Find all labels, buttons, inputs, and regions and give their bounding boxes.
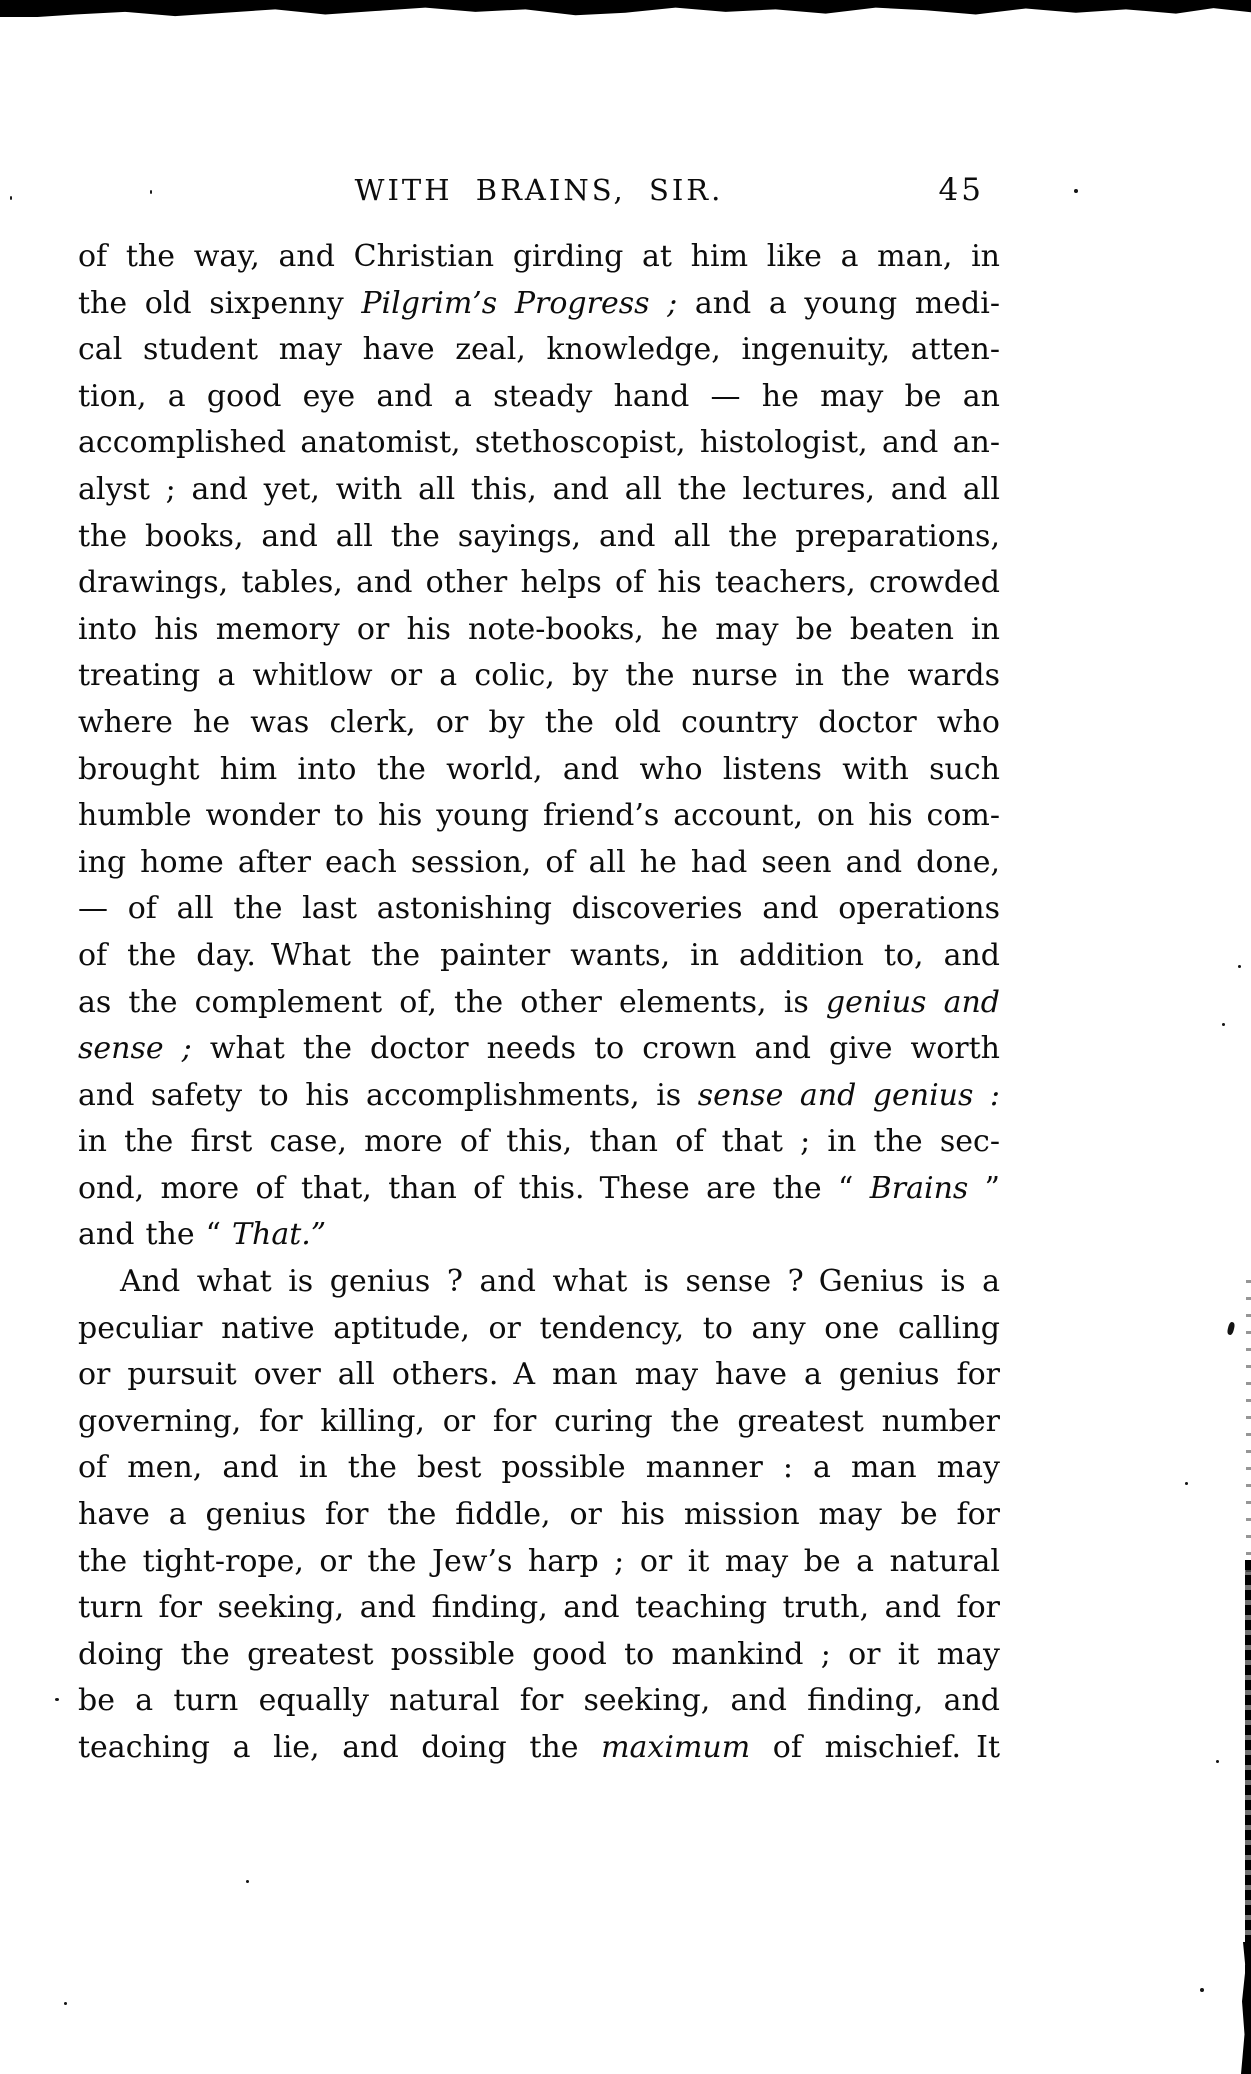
text-line [78, 281, 1000, 328]
scan-speck [55, 1698, 59, 1701]
text-segment: where he was clerk, or by the old country doctor who [78, 704, 1000, 740]
text-line [78, 1585, 1000, 1632]
text-segment: doing the greatest possible good to mankind ; or it may [78, 1636, 1000, 1672]
text-segment: of the way, and Christian girding at him like a man, in [78, 239, 1000, 274]
text-segment: cal student may have zeal, knowledge, ingenuity, atten- [78, 332, 1000, 368]
text-segment: And what is genius ? and what is sense ? Genius is a [120, 1264, 1000, 1300]
text-segment: of mischief. It [750, 1730, 1000, 1765]
text-segment: what the doctor needs to crown and give worth [191, 1031, 1001, 1067]
text-line [78, 1539, 1000, 1586]
text-segment: and the “ [78, 1217, 232, 1253]
text-segment: of the day. What the painter wants, in addition to, and [78, 937, 1000, 973]
text-line [78, 374, 1000, 421]
italic-text: sense ; [78, 1031, 192, 1067]
text-segment: ing home after each session, of all he had seen and done, [78, 844, 1000, 880]
text-segment: treating a whitlow or a colic, by the nurse in the wards [78, 658, 1000, 694]
text-line [78, 1306, 1000, 1353]
text-segment: peculiar native aptitude, or tendency, to any one calling [78, 1310, 1000, 1346]
scan-speck [1222, 1023, 1225, 1026]
text-line [78, 933, 1000, 980]
text-segment: be a turn equally natural for seeking, and finding, and [78, 1683, 1000, 1719]
scan-speck [10, 196, 12, 200]
text-segment: of men, and in the best possible manner : a man may [78, 1450, 1000, 1486]
text-line [78, 1632, 1000, 1679]
scan-top-edge-artifact [0, 0, 1251, 17]
scan-bottom-right-edge [1241, 1942, 1251, 2074]
text-line [78, 1445, 1000, 1492]
text-segment: the books, and all the sayings, and all the preparations, [78, 518, 1000, 554]
text-line [78, 560, 1000, 607]
scan-speck [1216, 1760, 1219, 1763]
scan-right-edge-speckle [1246, 1280, 1251, 1580]
text-segment: and safety to his accomplishments, is [78, 1077, 698, 1113]
text-block [78, 234, 1000, 1772]
text-line [78, 1678, 1000, 1725]
italic-text: maximum [601, 1730, 751, 1765]
text-line [78, 327, 1000, 374]
running-title: WITH BRAINS, SIR. [354, 173, 724, 207]
text-line [78, 1166, 1000, 1213]
text-line [78, 514, 1000, 561]
text-segment: — of all the last astonishing discoveries and operations [78, 891, 1000, 927]
text-line [78, 653, 1000, 700]
text-segment: and a young medi- [677, 285, 1000, 321]
text-segment: governing, for killing, or for curing the greatest number [78, 1403, 1000, 1439]
text-segment: ” [968, 1170, 1000, 1206]
text-segment: in the first case, more of this, than of that ; in the sec- [78, 1124, 1000, 1160]
italic-text: Brains [869, 1170, 969, 1206]
scan-ink-mark [1227, 1321, 1236, 1335]
text-line [78, 1259, 1000, 1306]
text-line [78, 886, 1000, 933]
text-line [78, 1119, 1000, 1166]
text-segment: drawings, tables, and other helps of his teachers, crowded [78, 565, 1000, 601]
scan-speck [1185, 1482, 1188, 1485]
scan-speck [1200, 1988, 1204, 1992]
text-segment: tion, a good eye and a steady hand — he may be an [78, 378, 1000, 414]
text-segment: or pursuit over all others. A man may have a genius for [78, 1357, 1000, 1393]
text-line [78, 1492, 1000, 1539]
text-line [78, 793, 1000, 840]
text-line [78, 467, 1000, 514]
page-header [78, 172, 1000, 216]
text-segment: as the complement of, the other elements, is [78, 984, 826, 1020]
text-line [78, 234, 1000, 281]
text-segment: alyst ; and yet, with all this, and all the lectures, and all [78, 471, 1000, 507]
text-segment: accomplished anatomist, stethoscopist, histologist, and an- [78, 425, 1000, 461]
text-segment: humble wonder to his young friend’s account, on his com- [78, 798, 1000, 834]
paragraph [78, 234, 1000, 1259]
italic-text: Pilgrim’s Progress ; [361, 285, 678, 321]
text-segment: have a genius for the fiddle, or his mission may be for [78, 1497, 1000, 1533]
text-line [78, 1352, 1000, 1399]
text-line [78, 1399, 1000, 1446]
italic-text: That.” [232, 1217, 327, 1253]
text-line [78, 1073, 1000, 1120]
text-segment: into his memory or his note-books, he may be beaten in [78, 611, 1000, 647]
scan-speck [1074, 189, 1078, 193]
text-segment: turn for seeking, and finding, and teaching truth, and for [78, 1590, 1000, 1626]
text-segment: the tight-rope, or the Jew’s harp ; or it may be a natural [78, 1543, 1000, 1579]
text-segment: ond, more of that, than of this. These are the “ [78, 1170, 870, 1206]
italic-text: genius and [825, 984, 1000, 1020]
text-line [78, 1725, 1000, 1772]
scan-speck [64, 2002, 67, 2005]
italic-text: sense and genius : [697, 1077, 1001, 1113]
text-line [78, 420, 1000, 467]
text-line [78, 607, 1000, 654]
text-line [78, 1026, 1000, 1073]
scan-speck [1238, 965, 1241, 968]
text-line [78, 1212, 1000, 1259]
text-line [78, 747, 1000, 794]
text-line [78, 840, 1000, 887]
text-line [78, 980, 1000, 1027]
text-segment: brought him into the world, and who listens with such [78, 751, 1000, 787]
text-segment: teaching a lie, and doing the [78, 1730, 602, 1765]
scan-speck [246, 1880, 249, 1883]
page-number: 45 [938, 172, 984, 208]
text-segment: the old sixpenny [78, 285, 362, 321]
paragraph [78, 1259, 1000, 1772]
text-line [78, 700, 1000, 747]
